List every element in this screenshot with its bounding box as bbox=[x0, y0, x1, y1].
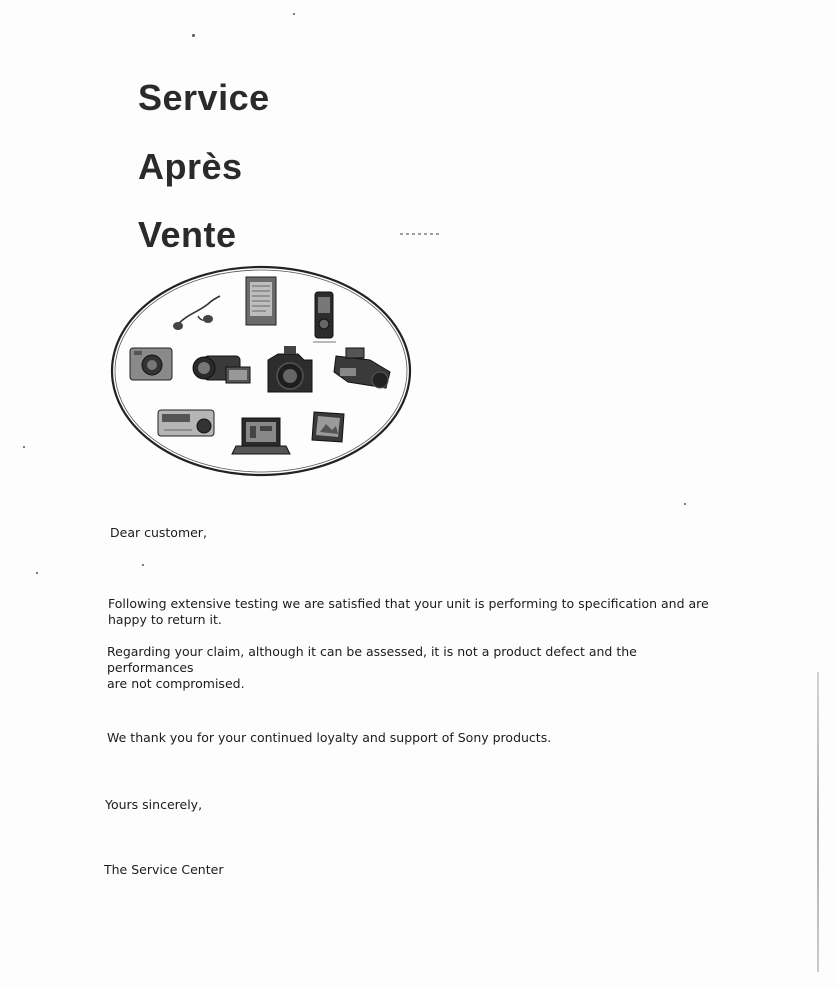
laptop-icon bbox=[232, 418, 290, 454]
title-line-apres: Après bbox=[138, 146, 243, 187]
projector-icon bbox=[158, 410, 214, 436]
earphones-icon bbox=[173, 296, 220, 330]
title-line-vente: Vente bbox=[138, 214, 237, 255]
letter-paragraph-2 bbox=[107, 644, 717, 692]
sony-products-oval-icon bbox=[108, 264, 414, 478]
mp3-player-icon bbox=[313, 292, 336, 342]
scan-speck bbox=[192, 34, 195, 37]
letter-signature: The Service Center bbox=[104, 862, 224, 877]
dslr-camera-icon bbox=[268, 346, 312, 392]
compact-camera-icon bbox=[130, 348, 172, 380]
paragraph-1-line-2: happy to return it. bbox=[108, 612, 222, 627]
scan-speck bbox=[23, 446, 25, 448]
scan-artifact bbox=[400, 233, 440, 235]
letter-paragraph-1 bbox=[108, 596, 718, 628]
scan-speck bbox=[293, 13, 295, 15]
scan-edge-line bbox=[817, 672, 819, 972]
pro-video-camera-icon bbox=[334, 348, 390, 388]
title-line-service: Service bbox=[138, 77, 270, 118]
paragraph-1-line-1: Following extensive testing we are satisfied that your unit is performing to specification and are bbox=[108, 596, 709, 611]
scan-speck bbox=[142, 564, 144, 566]
paragraph-2-line-2: are not compromised. bbox=[107, 676, 245, 691]
ebook-reader-icon bbox=[246, 277, 276, 325]
photo-frame-icon bbox=[312, 412, 344, 442]
scan-speck bbox=[684, 503, 686, 505]
letter-closing: Yours sincerely, bbox=[105, 797, 203, 812]
paragraph-2-line-1: Regarding your claim, although it can be assessed, it is not a product defect and the performances bbox=[107, 644, 637, 675]
camcorder-icon bbox=[193, 356, 250, 383]
scan-speck bbox=[36, 572, 38, 574]
letter-greeting: Dear customer, bbox=[110, 525, 207, 540]
letter-thanks: We thank you for your continued loyalty and support of Sony products. bbox=[107, 730, 552, 745]
